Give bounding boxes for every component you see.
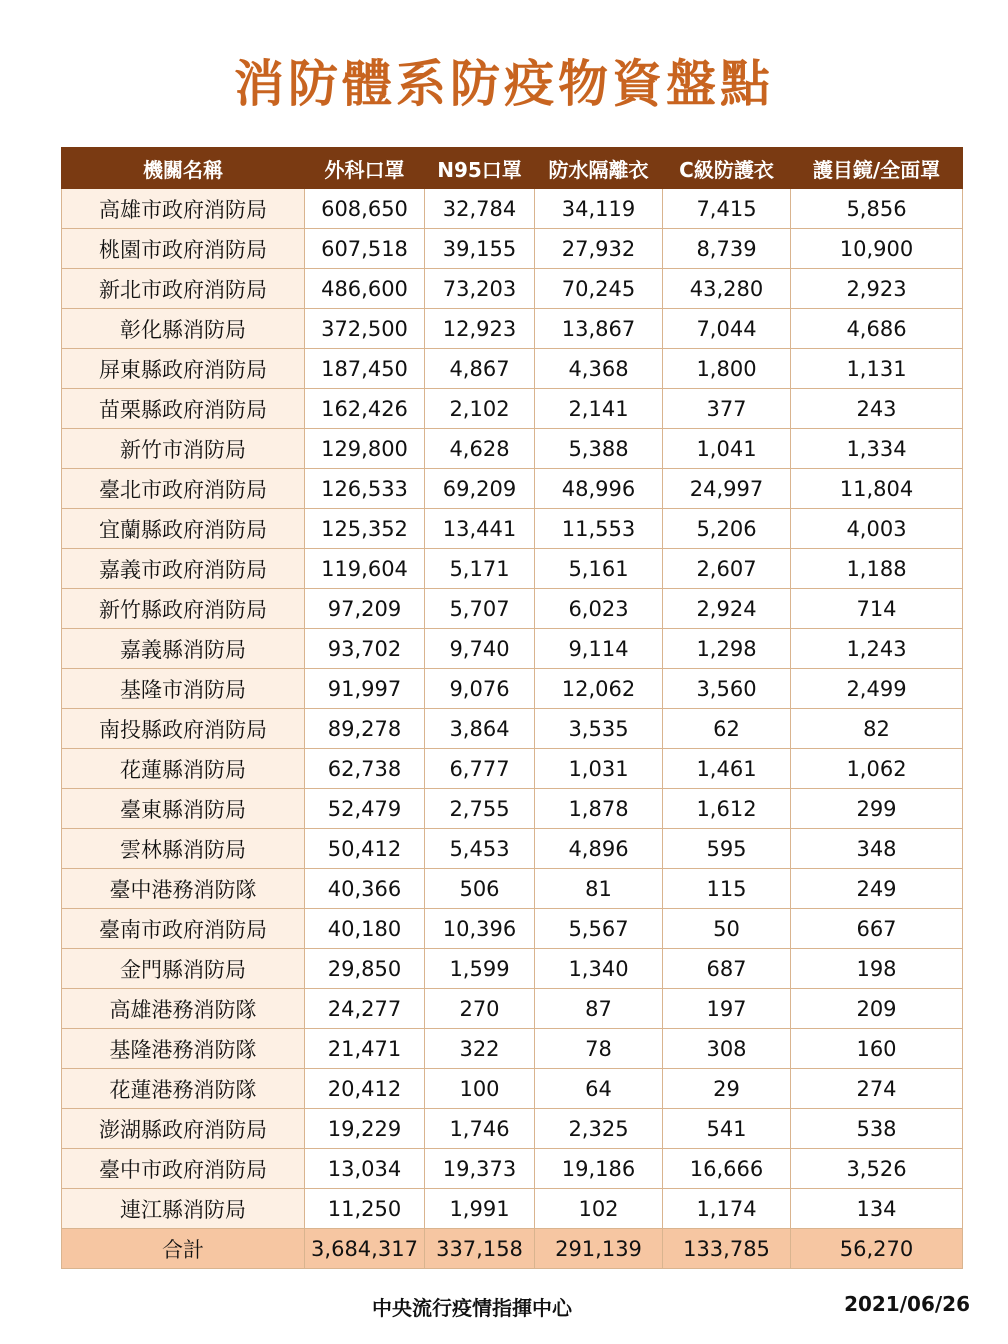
table-row: [62, 669, 963, 709]
total-cell: 337,158: [425, 1229, 535, 1269]
quantity-cell: 10,396: [425, 909, 535, 949]
quantity-cell: 13,867: [535, 309, 663, 349]
quantity-cell: 274: [791, 1069, 963, 1109]
table-row: [62, 229, 963, 269]
quantity-cell: 11,804: [791, 469, 963, 509]
table-row: [62, 749, 963, 789]
quantity-cell: 249: [791, 869, 963, 909]
agency-name-cell: 嘉義市政府消防局: [62, 549, 305, 589]
quantity-cell: 29: [663, 1069, 791, 1109]
agency-name-cell: 宜蘭縣政府消防局: [62, 509, 305, 549]
agency-name-cell: 連江縣消防局: [62, 1189, 305, 1229]
quantity-cell: 308: [663, 1029, 791, 1069]
table-header-row: [62, 148, 963, 189]
table-row: [62, 1029, 963, 1069]
quantity-cell: 2,499: [791, 669, 963, 709]
quantity-cell: 8,739: [663, 229, 791, 269]
quantity-cell: 243: [791, 389, 963, 429]
total-cell: 291,139: [535, 1229, 663, 1269]
quantity-cell: 6,023: [535, 589, 663, 629]
quantity-cell: 19,229: [305, 1109, 425, 1149]
quantity-cell: 372,500: [305, 309, 425, 349]
total-cell: 133,785: [663, 1229, 791, 1269]
agency-name-cell: 臺南市政府消防局: [62, 909, 305, 949]
quantity-cell: 1,340: [535, 949, 663, 989]
quantity-cell: 62: [663, 709, 791, 749]
table-row: [62, 269, 963, 309]
quantity-cell: 714: [791, 589, 963, 629]
quantity-cell: 595: [663, 829, 791, 869]
quantity-cell: 20,412: [305, 1069, 425, 1109]
quantity-cell: 91,997: [305, 669, 425, 709]
table-row: [62, 909, 963, 949]
table-row: [62, 309, 963, 349]
header-n95-mask: N95口罩: [425, 148, 535, 189]
quantity-cell: 607,518: [305, 229, 425, 269]
quantity-cell: 97,209: [305, 589, 425, 629]
quantity-cell: 64: [535, 1069, 663, 1109]
quantity-cell: 69,209: [425, 469, 535, 509]
quantity-cell: 27,932: [535, 229, 663, 269]
quantity-cell: 270: [425, 989, 535, 1029]
quantity-cell: 4,686: [791, 309, 963, 349]
header-waterproof-gown: 防水隔離衣: [535, 148, 663, 189]
quantity-cell: 3,864: [425, 709, 535, 749]
quantity-cell: 9,076: [425, 669, 535, 709]
quantity-cell: 5,453: [425, 829, 535, 869]
table-row: [62, 549, 963, 589]
agency-name-cell: 澎湖縣政府消防局: [62, 1109, 305, 1149]
quantity-cell: 1,188: [791, 549, 963, 589]
quantity-cell: 1,131: [791, 349, 963, 389]
quantity-cell: 11,250: [305, 1189, 425, 1229]
footer-organization: 中央流行疫情指揮中心: [372, 1296, 572, 1320]
quantity-cell: 299: [791, 789, 963, 829]
quantity-cell: 7,415: [663, 189, 791, 229]
page-title: 消防體系防疫物資盤點: [234, 55, 774, 113]
table-row: [62, 1069, 963, 1109]
table-row: [62, 189, 963, 229]
table-row: [62, 1189, 963, 1229]
quantity-cell: 5,206: [663, 509, 791, 549]
quantity-cell: 4,896: [535, 829, 663, 869]
agency-name-cell: 屏東縣政府消防局: [62, 349, 305, 389]
agency-name-cell: 臺中港務消防隊: [62, 869, 305, 909]
quantity-cell: 48,996: [535, 469, 663, 509]
agency-name-cell: 高雄市政府消防局: [62, 189, 305, 229]
header-surgical-mask: 外科口罩: [305, 148, 425, 189]
quantity-cell: 100: [425, 1069, 535, 1109]
quantity-cell: 2,923: [791, 269, 963, 309]
quantity-cell: 125,352: [305, 509, 425, 549]
quantity-cell: 1,800: [663, 349, 791, 389]
quantity-cell: 687: [663, 949, 791, 989]
table-row: [62, 709, 963, 749]
quantity-cell: 4,628: [425, 429, 535, 469]
quantity-cell: 62,738: [305, 749, 425, 789]
table-row: [62, 869, 963, 909]
total-label: 合計: [62, 1229, 305, 1269]
quantity-cell: 1,062: [791, 749, 963, 789]
quantity-cell: 198: [791, 949, 963, 989]
quantity-cell: 4,368: [535, 349, 663, 389]
quantity-cell: 43,280: [663, 269, 791, 309]
quantity-cell: 52,479: [305, 789, 425, 829]
header-goggles-faceshield: 護目鏡/全面罩: [791, 148, 963, 189]
supplies-table: [61, 147, 963, 1269]
table-row: [62, 829, 963, 869]
total-row: [62, 1229, 963, 1269]
agency-name-cell: 新竹市消防局: [62, 429, 305, 469]
quantity-cell: 134: [791, 1189, 963, 1229]
table-row: [62, 1109, 963, 1149]
table-row: [62, 509, 963, 549]
quantity-cell: 50: [663, 909, 791, 949]
quantity-cell: 1,991: [425, 1189, 535, 1229]
quantity-cell: 9,114: [535, 629, 663, 669]
table-row: [62, 389, 963, 429]
quantity-cell: 160: [791, 1029, 963, 1069]
quantity-cell: 608,650: [305, 189, 425, 229]
quantity-cell: 2,141: [535, 389, 663, 429]
quantity-cell: 4,867: [425, 349, 535, 389]
agency-name-cell: 臺中市政府消防局: [62, 1149, 305, 1189]
agency-name-cell: 新北市政府消防局: [62, 269, 305, 309]
quantity-cell: 1,878: [535, 789, 663, 829]
quantity-cell: 11,553: [535, 509, 663, 549]
quantity-cell: 1,031: [535, 749, 663, 789]
quantity-cell: 21,471: [305, 1029, 425, 1069]
quantity-cell: 2,102: [425, 389, 535, 429]
agency-name-cell: 嘉義縣消防局: [62, 629, 305, 669]
quantity-cell: 10,900: [791, 229, 963, 269]
agency-name-cell: 金門縣消防局: [62, 949, 305, 989]
quantity-cell: 12,923: [425, 309, 535, 349]
agency-name-cell: 彰化縣消防局: [62, 309, 305, 349]
quantity-cell: 322: [425, 1029, 535, 1069]
quantity-cell: 162,426: [305, 389, 425, 429]
quantity-cell: 89,278: [305, 709, 425, 749]
quantity-cell: 7,044: [663, 309, 791, 349]
agency-name-cell: 花蓮縣消防局: [62, 749, 305, 789]
quantity-cell: 5,161: [535, 549, 663, 589]
quantity-cell: 9,740: [425, 629, 535, 669]
quantity-cell: 93,702: [305, 629, 425, 669]
table-row: [62, 349, 963, 389]
quantity-cell: 1,041: [663, 429, 791, 469]
quantity-cell: 538: [791, 1109, 963, 1149]
quantity-cell: 486,600: [305, 269, 425, 309]
quantity-cell: 12,062: [535, 669, 663, 709]
agency-name-cell: 花蓮港務消防隊: [62, 1069, 305, 1109]
quantity-cell: 3,526: [791, 1149, 963, 1189]
quantity-cell: 19,373: [425, 1149, 535, 1189]
quantity-cell: 5,388: [535, 429, 663, 469]
agency-name-cell: 臺北市政府消防局: [62, 469, 305, 509]
quantity-cell: 29,850: [305, 949, 425, 989]
quantity-cell: 5,567: [535, 909, 663, 949]
quantity-cell: 87: [535, 989, 663, 1029]
quantity-cell: 5,707: [425, 589, 535, 629]
table-body: [62, 189, 963, 1229]
quantity-cell: 541: [663, 1109, 791, 1149]
agency-name-cell: 苗栗縣政府消防局: [62, 389, 305, 429]
footer-date: 2021/06/26: [844, 1292, 970, 1316]
agency-name-cell: 基隆港務消防隊: [62, 1029, 305, 1069]
quantity-cell: 3,535: [535, 709, 663, 749]
table-row: [62, 429, 963, 469]
quantity-cell: 102: [535, 1189, 663, 1229]
quantity-cell: 2,325: [535, 1109, 663, 1149]
quantity-cell: 13,441: [425, 509, 535, 549]
quantity-cell: 82: [791, 709, 963, 749]
quantity-cell: 377: [663, 389, 791, 429]
quantity-cell: 3,560: [663, 669, 791, 709]
total-cell: 56,270: [791, 1229, 963, 1269]
quantity-cell: 73,203: [425, 269, 535, 309]
table-row: [62, 789, 963, 829]
agency-name-cell: 南投縣政府消防局: [62, 709, 305, 749]
quantity-cell: 16,666: [663, 1149, 791, 1189]
quantity-cell: 126,533: [305, 469, 425, 509]
quantity-cell: 6,777: [425, 749, 535, 789]
quantity-cell: 70,245: [535, 269, 663, 309]
agency-name-cell: 基隆市消防局: [62, 669, 305, 709]
quantity-cell: 24,997: [663, 469, 791, 509]
quantity-cell: 119,604: [305, 549, 425, 589]
quantity-cell: 2,924: [663, 589, 791, 629]
quantity-cell: 4,003: [791, 509, 963, 549]
quantity-cell: 1,746: [425, 1109, 535, 1149]
quantity-cell: 81: [535, 869, 663, 909]
quantity-cell: 209: [791, 989, 963, 1029]
table-row: [62, 989, 963, 1029]
quantity-cell: 34,119: [535, 189, 663, 229]
table-row: [62, 589, 963, 629]
agency-name-cell: 雲林縣消防局: [62, 829, 305, 869]
header-agency: 機關名稱: [62, 148, 305, 189]
quantity-cell: 5,171: [425, 549, 535, 589]
table-row: [62, 469, 963, 509]
quantity-cell: 197: [663, 989, 791, 1029]
quantity-cell: 667: [791, 909, 963, 949]
quantity-cell: 1,612: [663, 789, 791, 829]
quantity-cell: 39,155: [425, 229, 535, 269]
quantity-cell: 19,186: [535, 1149, 663, 1189]
quantity-cell: 506: [425, 869, 535, 909]
quantity-cell: 1,599: [425, 949, 535, 989]
quantity-cell: 1,174: [663, 1189, 791, 1229]
header-c-level-suit: C級防護衣: [663, 148, 791, 189]
table-row: [62, 949, 963, 989]
quantity-cell: 2,755: [425, 789, 535, 829]
agency-name-cell: 桃園市政府消防局: [62, 229, 305, 269]
quantity-cell: 348: [791, 829, 963, 869]
quantity-cell: 187,450: [305, 349, 425, 389]
table-row: [62, 629, 963, 669]
quantity-cell: 1,461: [663, 749, 791, 789]
agency-name-cell: 高雄港務消防隊: [62, 989, 305, 1029]
quantity-cell: 1,243: [791, 629, 963, 669]
quantity-cell: 115: [663, 869, 791, 909]
quantity-cell: 1,334: [791, 429, 963, 469]
quantity-cell: 78: [535, 1029, 663, 1069]
quantity-cell: 32,784: [425, 189, 535, 229]
total-cell: 3,684,317: [305, 1229, 425, 1269]
table-row: [62, 1149, 963, 1189]
quantity-cell: 2,607: [663, 549, 791, 589]
quantity-cell: 24,277: [305, 989, 425, 1029]
quantity-cell: 50,412: [305, 829, 425, 869]
agency-name-cell: 臺東縣消防局: [62, 789, 305, 829]
quantity-cell: 40,366: [305, 869, 425, 909]
quantity-cell: 40,180: [305, 909, 425, 949]
quantity-cell: 1,298: [663, 629, 791, 669]
agency-name-cell: 新竹縣政府消防局: [62, 589, 305, 629]
quantity-cell: 129,800: [305, 429, 425, 469]
quantity-cell: 13,034: [305, 1149, 425, 1189]
quantity-cell: 5,856: [791, 189, 963, 229]
